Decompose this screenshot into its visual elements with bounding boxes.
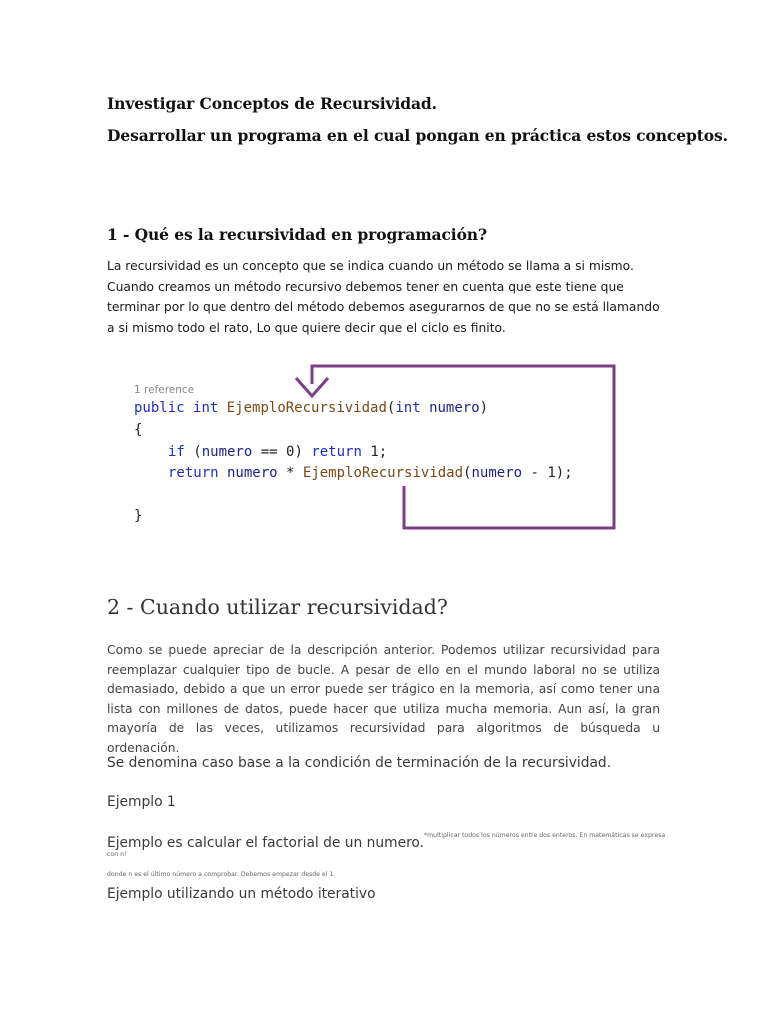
code-line-signature (134, 400, 488, 416)
section1-line: terminar por lo que dentro del método debemos asegurarnos de que no se está llamando (107, 300, 660, 314)
code-brace-open: { (134, 422, 143, 438)
assignment-line-2: Desarrollar un programa en el cual pongan en práctica estos conceptos. (107, 126, 728, 145)
code-token: int (395, 400, 421, 416)
code-token: numero (218, 465, 278, 481)
code-token: return (311, 444, 362, 460)
section1-line: a si mismo todo el rato, Lo que quiere decir que el ciclo es finito. (107, 320, 506, 335)
code-token: public (134, 400, 185, 416)
code-token: int (193, 400, 219, 416)
code-token: == 0) (252, 444, 312, 460)
code-brace-close: } (134, 508, 143, 524)
section2-title: 2 - Cuando utilizar recursividad? (107, 595, 448, 619)
code-line-return (168, 465, 573, 481)
code-token: EjemploRecursividad (302, 465, 464, 481)
example-text: Ejemplo es calcular el factorial de un numero. (107, 835, 425, 851)
code-token: ) (479, 400, 489, 416)
code-token: numero (201, 444, 253, 460)
code-token: ( (184, 444, 202, 460)
code-token: ( (463, 465, 472, 481)
example-footnote: *multiplicar todos los números entre dos enteros. En matemáticas se expresa con n! (107, 832, 666, 858)
base-case-text: Se denomina caso base a la condición de terminación de la recursividad. (107, 755, 612, 771)
code-reference-label: 1 reference (134, 384, 195, 396)
code-token: numero (429, 400, 480, 416)
section1-line: Cuando creamos un método recursivo debemos tener en cuenta que este tiene que (107, 279, 624, 294)
code-token: return (168, 465, 219, 481)
example-title: Ejemplo 1 (107, 794, 176, 810)
section1-title: 1 - Qué es la recursividad en programación? (107, 225, 487, 244)
assignment-line-1: Investigar Conceptos de Recursividad. (107, 94, 437, 113)
section2-paragraph: Como se puede apreciar de la descripción anterior. Podemos utilizar recursividad para reemplazar cualquier tipo de bucle. A pesar de ello en el mundo laboral no se utiliza demasiado, debido a que un error puede ser trágico en la memoria, así como tener una lista con millones de datos, puede hacer que utiliza mucha memoria. Aun así, la gran mayoría de las veces, utilizamos recursividad para algoritmos de búsqueda u ordenación. (107, 643, 660, 755)
code-line-if (168, 444, 387, 460)
code-token: if (168, 444, 185, 460)
code-token: 1; (361, 444, 388, 460)
code-token: * (277, 465, 303, 481)
example-footnote-cont: donde n es el último número a comprobar. Debemos empezar desde el 1. (107, 871, 336, 878)
code-figure (130, 364, 620, 532)
code-token: EjemploRecursividad (226, 400, 387, 416)
code-token: - 1); (522, 465, 573, 481)
code-token: ( (386, 400, 396, 416)
iterative-example-text: Ejemplo utilizando un método iterativo (107, 886, 376, 902)
code-token: numero (471, 465, 523, 481)
section1-paragraph (107, 256, 667, 338)
example-block (107, 832, 667, 878)
section1-line: La recursividad es un concepto que se indica cuando un método se llama a si mismo. (107, 259, 634, 273)
